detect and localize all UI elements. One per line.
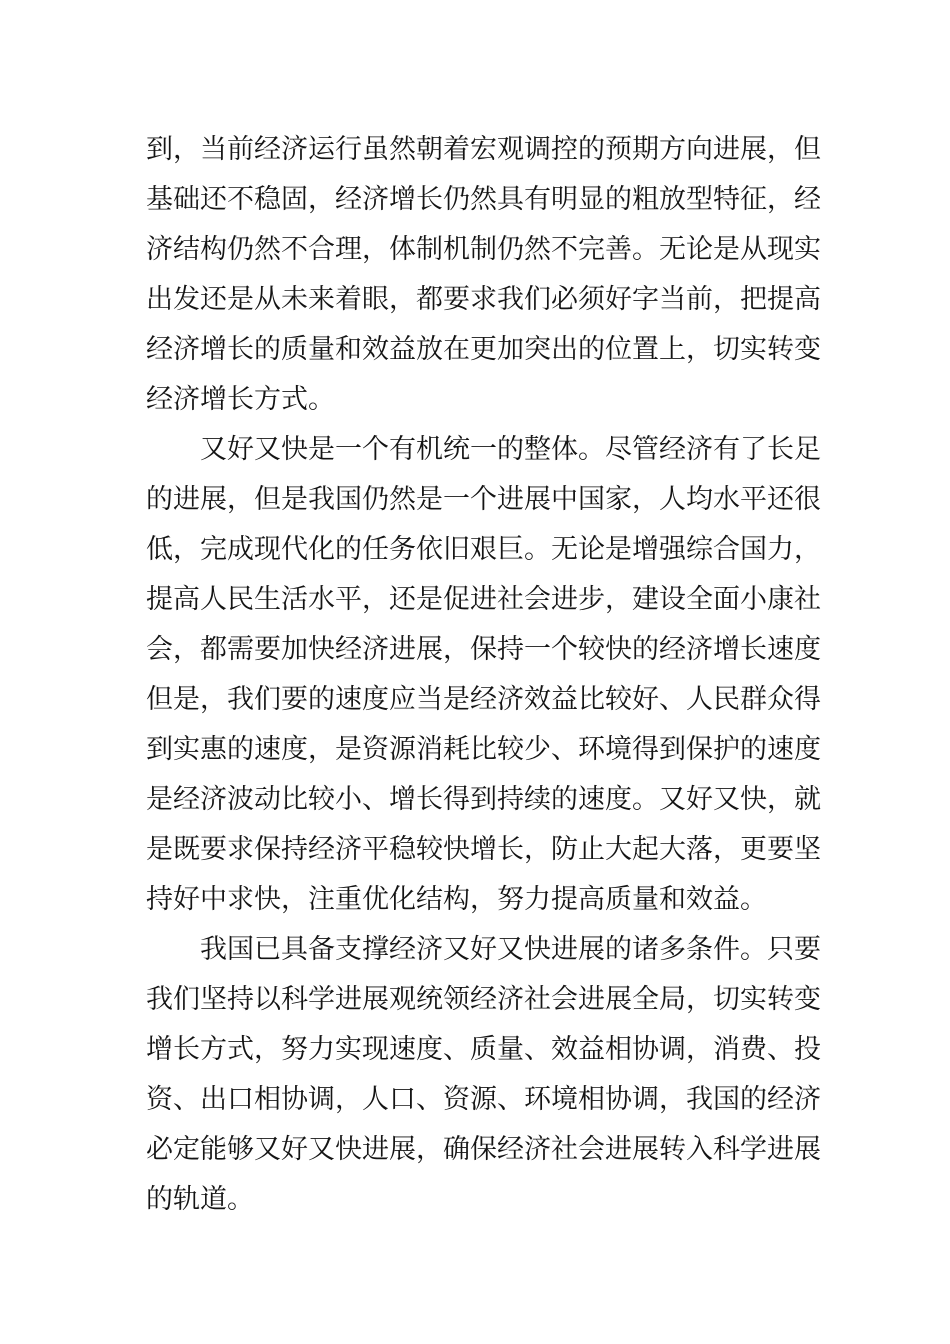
text-line: 资、出口相协调，人口、资源、环境相协调，我国的经济 — [146, 1084, 821, 1115]
text-line: 经济增长方式。 — [146, 384, 335, 415]
text-line: 但是，我们要的速度应当是经济效益比较好、人民群众得 — [146, 684, 821, 715]
text-line: 必定能够又好又快进展，确保经济社会进展转入科学进展 — [146, 1134, 821, 1165]
text-line: 我们坚持以科学进展观统领经济社会进展全局，切实转变 — [146, 984, 821, 1015]
text-line: 提高人民生活水平，还是促进社会进步，建设全面小康社 — [146, 584, 821, 615]
text-line: 到，当前经济运行虽然朝着宏观调控的预期方向进展，但 — [146, 134, 821, 165]
text-line: 增长方式，努力实现速度、质量、效益相协调，消费、投 — [146, 1034, 821, 1065]
text-line: 出发还是从未来着眼，都要求我们必须好字当前，把提高 — [146, 284, 821, 315]
paragraph-first-line: 我国已具备支撑经济又好又快进展的诸多条件。只要 — [200, 934, 821, 965]
text-line: 的轨道。 — [146, 1184, 254, 1215]
text-line: 持好中求快，注重优化结构，努力提高质量和效益。 — [146, 884, 767, 915]
paragraph-first-line: 又好又快是一个有机统一的整体。尽管经济有了长足 — [200, 434, 821, 465]
text-line: 会，都需要加快经济进展，保持一个较快的经济增长速度 — [146, 634, 821, 665]
text-line: 经济增长的质量和效益放在更加突出的位置上，切实转变 — [146, 334, 821, 365]
text-line: 济结构仍然不合理，体制机制仍然不完善。无论是从现实 — [146, 234, 821, 265]
text-line: 低，完成现代化的任务依旧艰巨。无论是增强综合国力， — [146, 534, 821, 565]
text-line: 是既要求保持经济平稳较快增长，防止大起大落，更要坚 — [146, 834, 821, 865]
text-line: 是经济波动比较小、增长得到持续的速度。又好又快，就 — [146, 784, 821, 815]
text-line: 基础还不稳固，经济增长仍然具有明显的粗放型特征，经 — [146, 184, 821, 215]
text-line: 到实惠的速度，是资源消耗比较少、环境得到保护的速度 — [146, 734, 821, 765]
text-line: 的进展，但是我国仍然是一个进展中国家，人均水平还很 — [146, 484, 821, 515]
